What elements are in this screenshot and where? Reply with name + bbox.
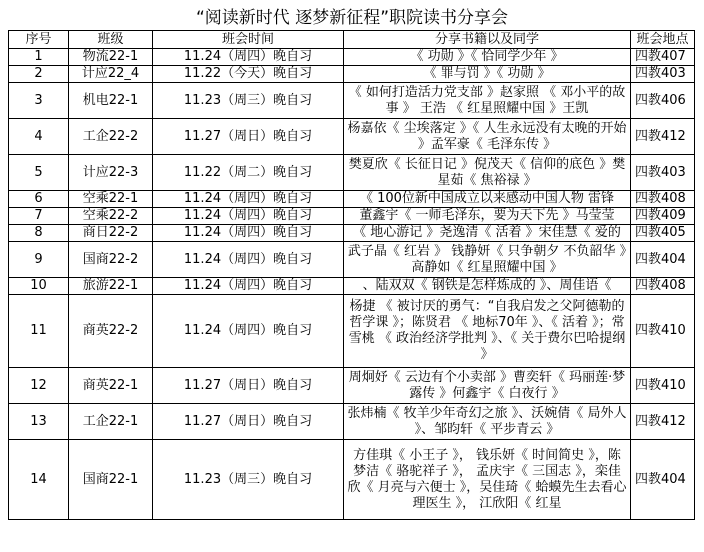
header-row bbox=[9, 31, 695, 49]
room-cell: 四教403 bbox=[631, 155, 695, 191]
row-number: 2 bbox=[9, 66, 69, 83]
books-cell: 方佳琪《 小王子 》， 钱乐妍《 时间简史 》，陈梦洁《 骆驼祥子 》， 孟庆宇《 三国志 》，栾佳欣《 月亮与六便士 》，吴佳琦《 蛤蟆先生去看心理医生 》， 江欣阳《 红星 bbox=[344, 440, 631, 520]
table-body bbox=[9, 49, 695, 520]
time-cell: 11.23（周三）晚自习 bbox=[153, 440, 344, 520]
table-row bbox=[9, 208, 695, 225]
room-cell: 四教409 bbox=[631, 208, 695, 225]
books-cell: 杨捷 《 被讨厌的勇气：“自我启发之父阿德勒的哲学课 》；陈贤君 《 地标70年 》、《 活着 》；常雪桃 《 政治经济学批判 》、《 关于费尔巴哈提纲 》 bbox=[344, 295, 631, 368]
room-cell: 四教412 bbox=[631, 119, 695, 155]
books-cell: 武子晶《 红岩 》 钱静妍《 只争朝夕 不负韶华 》高静如《 红星照耀中国 》 bbox=[344, 242, 631, 278]
class-cell: 计应22_4 bbox=[69, 66, 153, 83]
row-number: 9 bbox=[9, 242, 69, 278]
books-cell: 《 如何打造活力党支部 》赵家照 《 邓小平的故事 》 王浩 《 红星照耀中国 》王凯 bbox=[344, 83, 631, 119]
table-row bbox=[9, 368, 695, 404]
time-cell: 11.27（周日）晚自习 bbox=[153, 404, 344, 440]
table-row bbox=[9, 66, 695, 83]
row-number: 1 bbox=[9, 49, 69, 66]
books-cell: 张炜楠《 牧羊少年奇幻之旅 》、沃婉倩《 局外人 》、邹昀轩《 平步青云 》 bbox=[344, 404, 631, 440]
books-cell: 《 功勋 》《 恰同学少年 》 bbox=[344, 49, 631, 66]
room-cell: 四教408 bbox=[631, 278, 695, 295]
table-row bbox=[9, 49, 695, 66]
row-number: 10 bbox=[9, 278, 69, 295]
table-row bbox=[9, 119, 695, 155]
books-cell: 、陆双双《 钢铁是怎样炼成的 》、周佳语《 bbox=[344, 278, 631, 295]
share-table bbox=[8, 30, 695, 520]
table-row bbox=[9, 155, 695, 191]
row-number: 6 bbox=[9, 191, 69, 208]
time-cell: 11.24（周四）晚自习 bbox=[153, 295, 344, 368]
row-number: 8 bbox=[9, 225, 69, 242]
class-cell: 机电22-1 bbox=[69, 83, 153, 119]
class-cell: 国商22-2 bbox=[69, 242, 153, 278]
row-number: 14 bbox=[9, 440, 69, 520]
row-number: 11 bbox=[9, 295, 69, 368]
class-cell: 空乘22-1 bbox=[69, 191, 153, 208]
table-row bbox=[9, 404, 695, 440]
class-cell: 计应22-3 bbox=[69, 155, 153, 191]
class-cell: 物流22-1 bbox=[69, 49, 153, 66]
class-cell: 商英22-1 bbox=[69, 368, 153, 404]
table-row bbox=[9, 440, 695, 520]
room-cell: 四教404 bbox=[631, 242, 695, 278]
books-cell: 《 罪与罚 》《 功勋 》 bbox=[344, 66, 631, 83]
time-cell: 11.24（周四）晚自习 bbox=[153, 278, 344, 295]
row-number: 5 bbox=[9, 155, 69, 191]
row-number: 7 bbox=[9, 208, 69, 225]
table-row bbox=[9, 278, 695, 295]
class-cell: 工企22-1 bbox=[69, 404, 153, 440]
time-cell: 11.24（周四）晚自习 bbox=[153, 208, 344, 225]
books-cell: 杨嘉依《 尘埃落定 》《 人生永远没有太晚的开始 》孟军豪《 毛泽东传 》 bbox=[344, 119, 631, 155]
header-class: 班级 bbox=[69, 31, 153, 49]
room-cell: 四教404 bbox=[631, 440, 695, 520]
class-cell: 商英22-2 bbox=[69, 295, 153, 368]
table-row bbox=[9, 242, 695, 278]
room-cell: 四教410 bbox=[631, 368, 695, 404]
class-cell: 商日22-2 bbox=[69, 225, 153, 242]
room-cell: 四教410 bbox=[631, 295, 695, 368]
room-cell: 四教412 bbox=[631, 404, 695, 440]
class-cell: 空乘22-2 bbox=[69, 208, 153, 225]
sheet-title: “阅读新时代 逐梦新征程”职院读书分享会 bbox=[195, 7, 509, 28]
books-cell: 《 地心游记 》尧逸清《 活着 》宋佳慧《 爱的 bbox=[344, 225, 631, 242]
time-cell: 11.23（周三）晚自习 bbox=[153, 83, 344, 119]
books-cell: 董鑫宇《 一师毛泽东，要为天下先 》马莹莹 bbox=[344, 208, 631, 225]
time-cell: 11.22（周二）晚自习 bbox=[153, 155, 344, 191]
class-cell: 工企22-2 bbox=[69, 119, 153, 155]
table-row bbox=[9, 191, 695, 208]
row-number: 3 bbox=[9, 83, 69, 119]
time-cell: 11.24（周四）晚自习 bbox=[153, 242, 344, 278]
table-row bbox=[9, 295, 695, 368]
books-cell: 《 100位新中国成立以来感动中国人物 雷锋 bbox=[344, 191, 631, 208]
books-cell: 樊夏欣《 长征日记 》倪茂天《 信仰的底色 》樊星茹《 焦裕禄 》 bbox=[344, 155, 631, 191]
time-cell: 11.27（周日）晚自习 bbox=[153, 119, 344, 155]
header-no: 序号 bbox=[9, 31, 69, 49]
room-cell: 四教406 bbox=[631, 83, 695, 119]
table-row bbox=[9, 83, 695, 119]
room-cell: 四教407 bbox=[631, 49, 695, 66]
room-cell: 四教408 bbox=[631, 191, 695, 208]
table-row bbox=[9, 225, 695, 242]
class-cell: 旅游22-1 bbox=[69, 278, 153, 295]
class-cell: 国商22-1 bbox=[69, 440, 153, 520]
time-cell: 11.24（周四）晚自习 bbox=[153, 49, 344, 66]
books-cell: 周炯妤《 云边有个小卖部 》曹奕轩《 玛丽莲·梦露传 》何鑫宇《 白夜行 》 bbox=[344, 368, 631, 404]
row-number: 13 bbox=[9, 404, 69, 440]
row-number: 4 bbox=[9, 119, 69, 155]
time-cell: 11.24（周四）晚自习 bbox=[153, 191, 344, 208]
time-cell: 11.24（周四）晚自习 bbox=[153, 225, 344, 242]
time-cell: 11.22（今天）晚自习 bbox=[153, 66, 344, 83]
header-time: 班会时间 bbox=[153, 31, 344, 49]
header-room: 班会地点 bbox=[631, 31, 695, 49]
header-books: 分享书籍以及同学 bbox=[344, 31, 631, 49]
time-cell: 11.27（周日）晚自习 bbox=[153, 368, 344, 404]
room-cell: 四教405 bbox=[631, 225, 695, 242]
row-number: 12 bbox=[9, 368, 69, 404]
room-cell: 四教403 bbox=[631, 66, 695, 83]
